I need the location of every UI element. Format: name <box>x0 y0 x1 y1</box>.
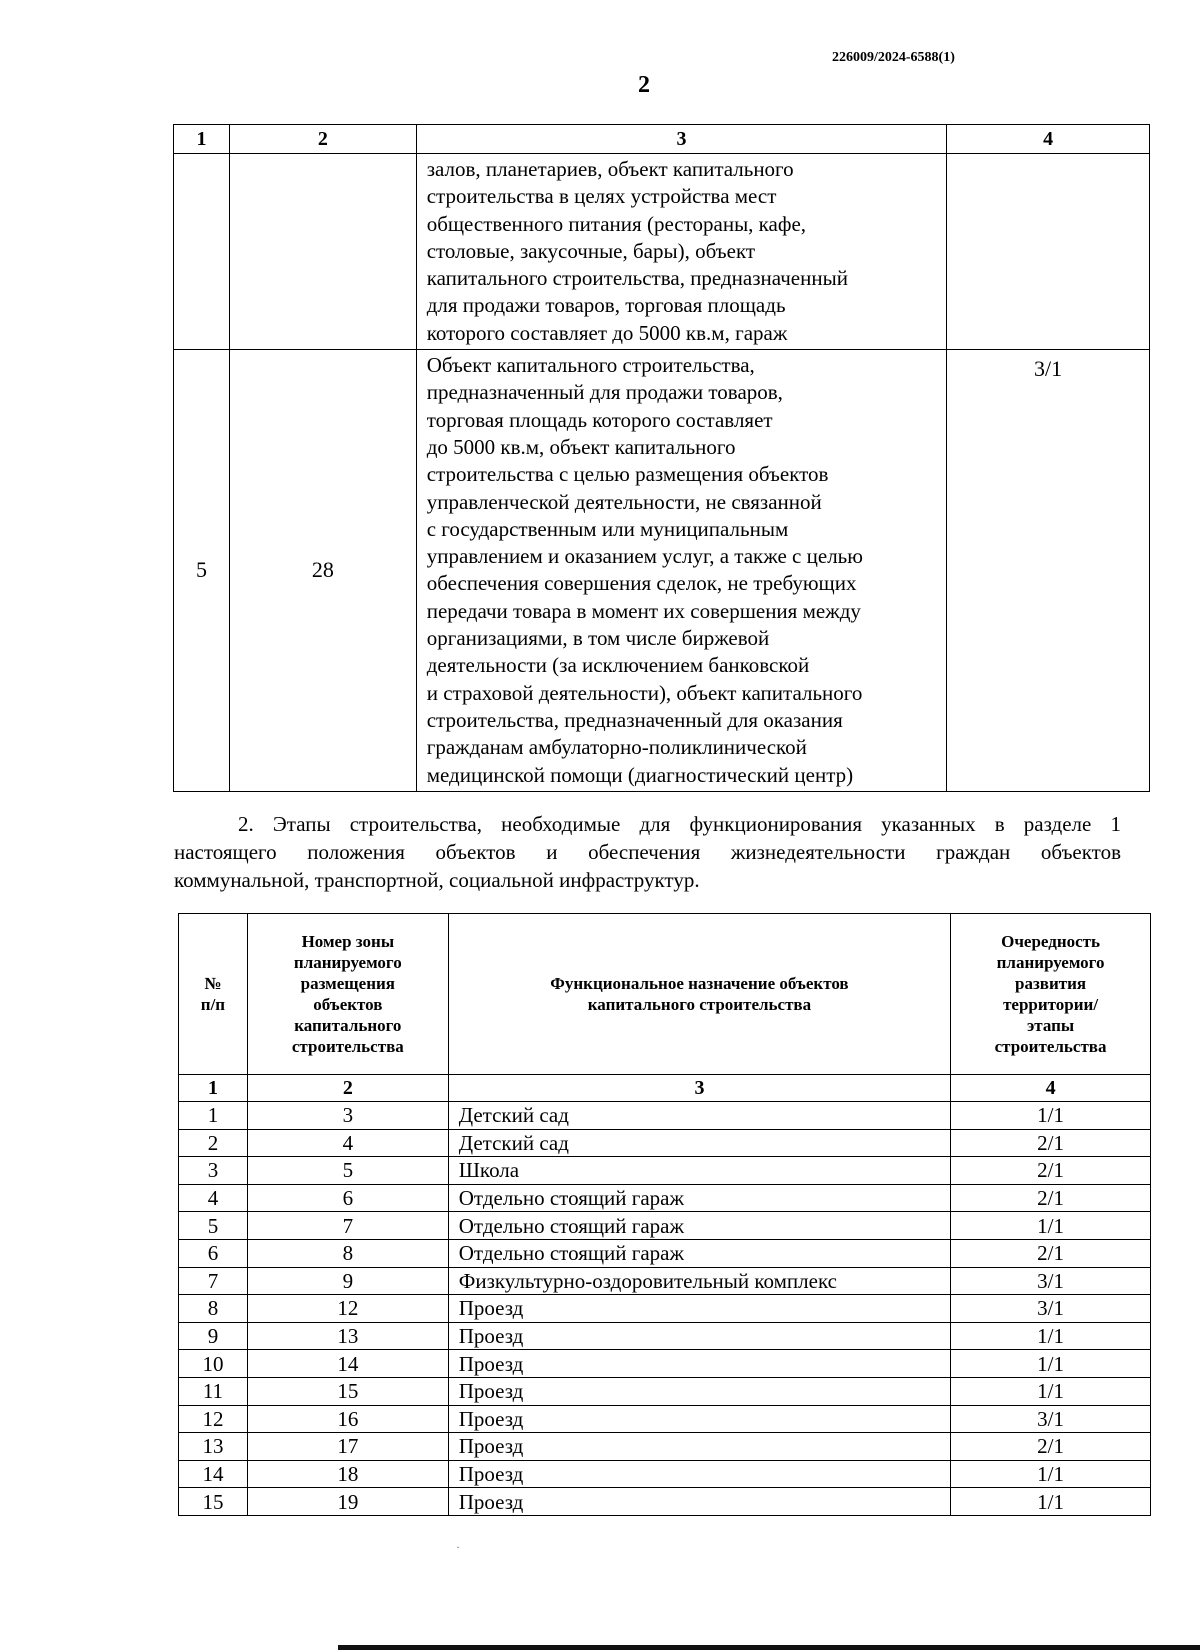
row-number-cell: 2 <box>179 1129 248 1157</box>
table-row <box>179 1239 1151 1267</box>
table-row <box>179 1267 1151 1295</box>
header-line: п/п <box>200 995 226 1014</box>
column-header-number <box>179 914 248 1075</box>
table-construction-stages <box>178 913 1151 1516</box>
index-cell: 3 <box>448 1075 950 1102</box>
stage-cell: 3/1 <box>947 350 1150 792</box>
empty-cell <box>174 154 230 350</box>
text-line: для продажи товаров, торговая площадь <box>426 293 786 318</box>
header-line: территории/ <box>1003 995 1099 1014</box>
document-registration-number: 226009/2024-6588(1) <box>832 50 955 65</box>
table-row <box>179 1184 1151 1212</box>
purpose-cell: Проезд <box>448 1377 950 1405</box>
column-header-purpose <box>448 914 950 1075</box>
table-body <box>179 1102 1151 1516</box>
purpose-cell: Проезд <box>448 1295 950 1323</box>
header-line: Функциональное назначение объектов <box>550 974 849 993</box>
zone-number-cell: 9 <box>247 1267 448 1295</box>
stage-cell: 2/1 <box>951 1157 1151 1185</box>
purpose-cell: Проезд <box>448 1488 950 1516</box>
stage-cell: 1/1 <box>951 1350 1151 1378</box>
purpose-cell: Отдельно стоящий гараж <box>448 1184 950 1212</box>
text-line: медицинской помощи (диагностический центр) <box>426 762 854 787</box>
text-line: и страховой деятельности), объект капитального <box>426 680 863 705</box>
header-cell: 4 <box>947 125 1150 154</box>
purpose-cell: Проезд <box>448 1322 950 1350</box>
row-number-cell: 6 <box>179 1239 248 1267</box>
row-number-cell: 5 <box>179 1212 248 1240</box>
header-line: № <box>204 974 222 993</box>
table-row <box>179 1433 1151 1461</box>
empty-cell <box>947 154 1150 350</box>
stage-cell: 1/1 <box>951 1377 1151 1405</box>
text-line: гражданам амбулаторно-поликлинической <box>426 735 807 760</box>
zone-number-cell: 19 <box>247 1488 448 1516</box>
table-header-row <box>179 914 1151 1075</box>
stage-cell: 1/1 <box>951 1212 1151 1240</box>
zone-number-cell: 3 <box>247 1102 448 1130</box>
row-number-cell: 9 <box>179 1322 248 1350</box>
text-line: строительства, предназначенный для оказания <box>426 707 843 732</box>
table-row <box>179 1102 1151 1130</box>
stage-cell: 3/1 <box>951 1295 1151 1323</box>
header-line: строительства <box>994 1037 1107 1056</box>
table-row <box>179 1405 1151 1433</box>
column-index-row <box>179 1075 1151 1102</box>
table-row <box>179 1322 1151 1350</box>
header-line: строительства <box>291 1037 404 1056</box>
zone-number-cell: 13 <box>247 1322 448 1350</box>
purpose-cell: Проезд <box>448 1405 950 1433</box>
text-line: строительства с целью размещения объектов <box>426 462 829 487</box>
header-line: этапы <box>1026 1016 1075 1035</box>
table-row <box>179 1212 1151 1240</box>
text-line: организациями, в том числе биржевой <box>426 626 770 651</box>
zone-number-cell: 28 <box>229 350 416 792</box>
row-number-cell: 11 <box>179 1377 248 1405</box>
index-cell: 2 <box>247 1075 448 1102</box>
zone-number-cell: 17 <box>247 1433 448 1461</box>
header-cell: 2 <box>229 125 416 154</box>
zone-number-cell: 15 <box>247 1377 448 1405</box>
header-line: Номер зоны <box>301 932 395 951</box>
column-header-zone <box>247 914 448 1075</box>
page-number: 2 <box>638 72 650 98</box>
header-line: капитального строительства <box>587 995 812 1014</box>
table-row <box>179 1377 1151 1405</box>
table-row <box>179 1129 1151 1157</box>
index-cell: 4 <box>951 1075 1151 1102</box>
paragraph-line: коммунальной, транспортной, социальной инфраструктур. <box>174 868 700 892</box>
row-number-cell: 8 <box>179 1295 248 1323</box>
text-line: Объект капитального строительства, <box>426 353 755 378</box>
stage-cell: 3/1 <box>951 1267 1151 1295</box>
table-row-continuation <box>174 154 1150 350</box>
row-number-cell: 14 <box>179 1460 248 1488</box>
table-row <box>179 1488 1151 1516</box>
text-line: управлением и оказанием услуг, а также с целью <box>426 544 863 569</box>
stage-cell: 2/1 <box>951 1433 1151 1461</box>
table-row <box>174 350 1150 792</box>
text-line: до 5000 кв.м, объект капитального <box>426 434 736 459</box>
row-number-cell: 15 <box>179 1488 248 1516</box>
header-line: планируемого <box>996 953 1105 972</box>
stage-cell: 2/1 <box>951 1184 1151 1212</box>
text-line: передачи товара в момент их совершения между <box>426 598 861 623</box>
header-line: Очередность <box>1001 932 1101 951</box>
purpose-cell: Детский сад <box>448 1129 950 1157</box>
purpose-cell: Детский сад <box>448 1102 950 1130</box>
purpose-cell: Проезд <box>448 1460 950 1488</box>
index-cell: 1 <box>179 1075 248 1102</box>
paragraph-line: 2. Этапы строительства, необходимые для функционирования указанных в разделе 1 <box>238 812 1121 836</box>
table-row <box>179 1157 1151 1185</box>
purpose-cell: Отдельно стоящий гараж <box>448 1212 950 1240</box>
text-line: торговая площадь которого составляет <box>426 407 773 432</box>
zone-number-cell: 6 <box>247 1184 448 1212</box>
header-cell: 3 <box>416 125 947 154</box>
text-line: деятельности (за исключением банковской <box>426 653 810 678</box>
table-zones-continuation <box>173 124 1150 792</box>
row-number-cell: 4 <box>179 1184 248 1212</box>
scan-speck: · <box>456 1540 460 1554</box>
empty-cell <box>229 154 416 350</box>
row-number-cell: 13 <box>179 1433 248 1461</box>
table-header-row <box>174 125 1150 154</box>
stage-cell: 2/1 <box>951 1239 1151 1267</box>
header-line: капитального <box>294 1016 402 1035</box>
text-line: залов, планетариев, объект капитального <box>426 157 794 181</box>
header-line: размещения <box>300 974 395 993</box>
zone-number-cell: 4 <box>247 1129 448 1157</box>
row-number-cell: 5 <box>174 350 230 792</box>
scan-edge-line <box>338 1645 1200 1650</box>
stage-cell: 1/1 <box>951 1460 1151 1488</box>
stage-cell: 2/1 <box>951 1129 1151 1157</box>
section-2-paragraph <box>174 810 1121 894</box>
stage-cell: 3/1 <box>951 1405 1151 1433</box>
text-line: общественного питания (рестораны, кафе, <box>426 211 807 236</box>
zone-number-cell: 12 <box>247 1295 448 1323</box>
text-line: обеспечения совершения сделок, не требующих <box>426 571 857 596</box>
text-line: капитального строительства, предназначенный <box>426 266 848 291</box>
header-line: объектов <box>313 995 383 1014</box>
zone-number-cell: 14 <box>247 1350 448 1378</box>
stage-cell: 1/1 <box>951 1322 1151 1350</box>
row-number-cell: 1 <box>179 1102 248 1130</box>
header-line: планируемого <box>293 953 402 972</box>
purpose-text-cell <box>416 350 947 792</box>
column-header-stage <box>951 914 1151 1075</box>
purpose-cell: Школа <box>448 1157 950 1185</box>
stage-cell: 1/1 <box>951 1488 1151 1516</box>
row-number-cell: 3 <box>179 1157 248 1185</box>
text-line: предназначенный для продажи товаров, <box>426 380 783 405</box>
continuation-text-cell <box>416 154 947 350</box>
text-line: столовые, закусочные, бары), объект <box>426 238 756 263</box>
row-number-cell: 7 <box>179 1267 248 1295</box>
text-line: которого составляет до 5000 кв.м, гараж <box>426 320 788 345</box>
zone-number-cell: 16 <box>247 1405 448 1433</box>
zone-number-cell: 8 <box>247 1239 448 1267</box>
purpose-cell: Отдельно стоящий гараж <box>448 1239 950 1267</box>
zone-number-cell: 5 <box>247 1157 448 1185</box>
table-row <box>179 1460 1151 1488</box>
zone-number-cell: 7 <box>247 1212 448 1240</box>
purpose-cell: Проезд <box>448 1433 950 1461</box>
stage-cell: 1/1 <box>951 1102 1151 1130</box>
text-line: управленческой деятельности, не связанной <box>426 489 822 514</box>
purpose-cell: Проезд <box>448 1350 950 1378</box>
purpose-cell: Физкультурно-оздоровительный комплекс <box>448 1267 950 1295</box>
header-cell: 1 <box>174 125 230 154</box>
header-line: развития <box>1015 974 1087 993</box>
table-row <box>179 1350 1151 1378</box>
text-line: строительства в целях устройства мест <box>426 184 777 209</box>
paragraph-line: настоящего положения объектов и обеспечения жизнедеятельности граждан объектов <box>174 840 1121 864</box>
table-row <box>179 1295 1151 1323</box>
row-number-cell: 10 <box>179 1350 248 1378</box>
text-line: с государственным или муниципальным <box>426 516 789 541</box>
zone-number-cell: 18 <box>247 1460 448 1488</box>
row-number-cell: 12 <box>179 1405 248 1433</box>
